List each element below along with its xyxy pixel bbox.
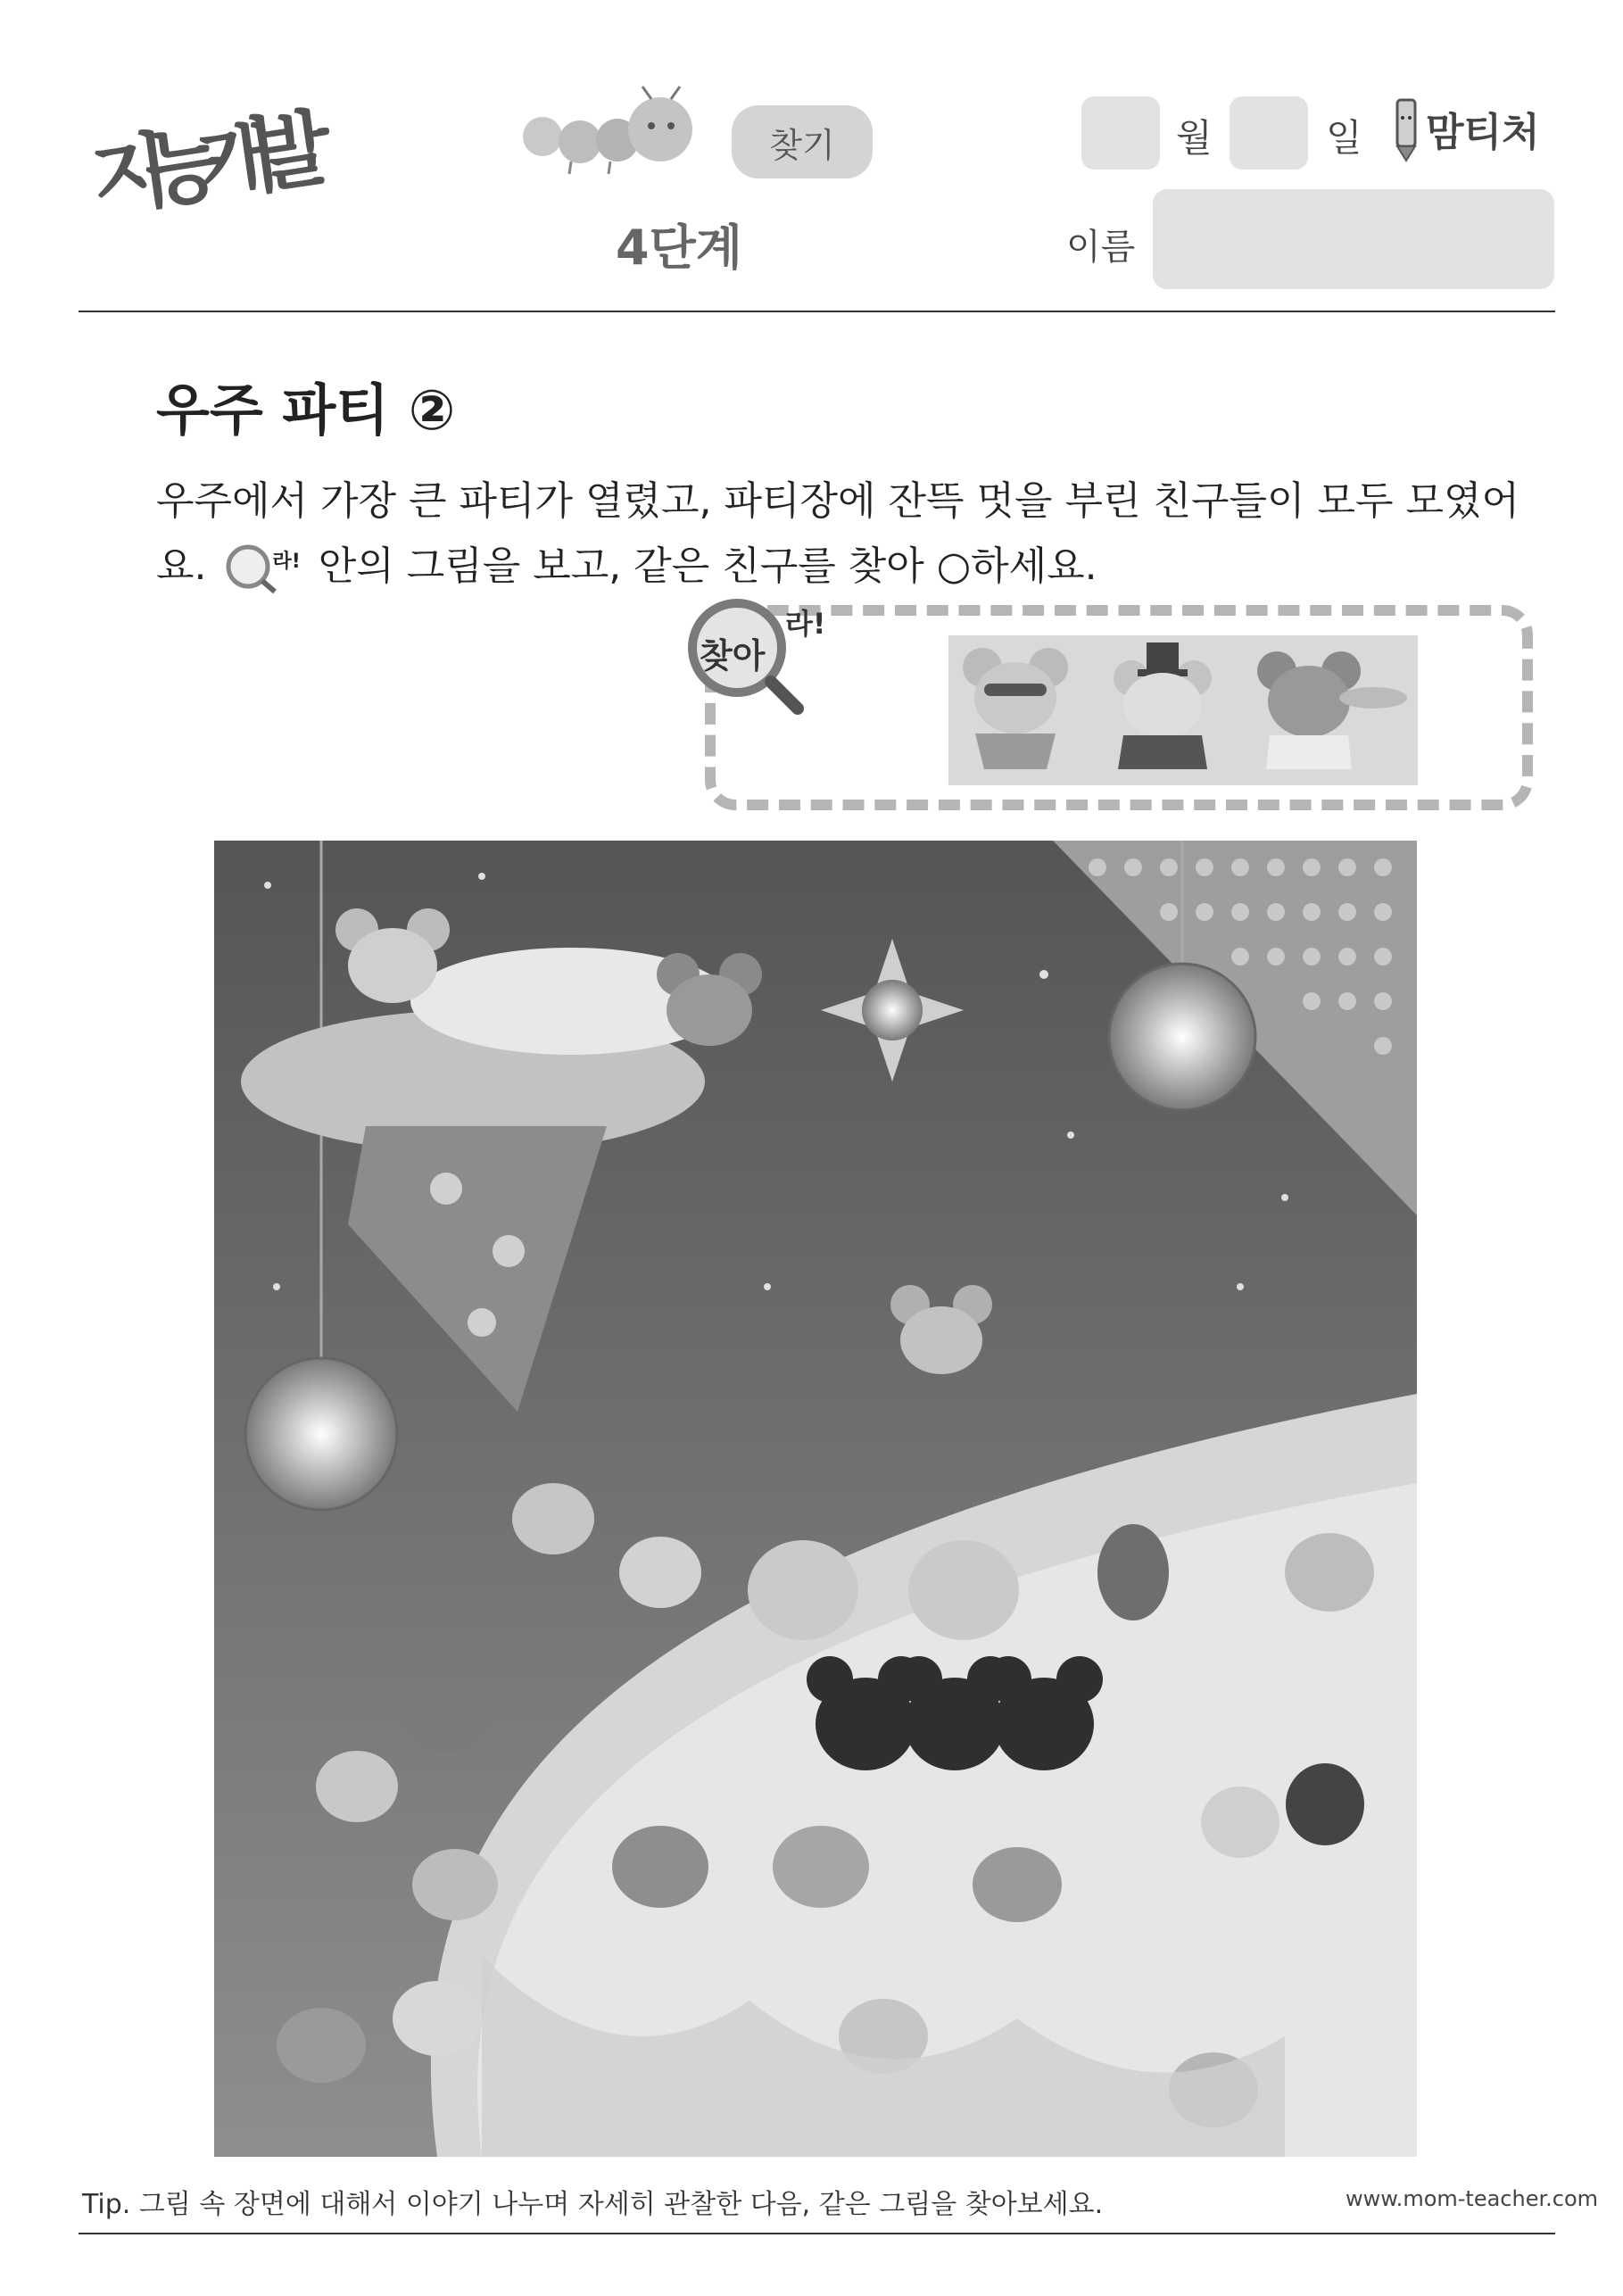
tip-text: Tip. 그림 속 장면에 대해서 이야기 나누며 자세히 관찰한 다음, 같은 그림을 찾아보세요. <box>82 2189 1104 2220</box>
name-field[interactable] <box>1153 189 1554 289</box>
instruction-line-2 <box>156 534 1097 593</box>
pencil-icon <box>1388 93 1424 164</box>
header-divider <box>79 311 1555 312</box>
month-field[interactable] <box>1081 96 1160 170</box>
target-mouse-tophat <box>1114 642 1212 769</box>
target-characters <box>948 635 1418 785</box>
name-label: 이름 <box>1066 227 1136 268</box>
find-badge-syllables: 찾아 <box>700 636 766 676</box>
instruction-line-1: 우주에서 가장 큰 파티가 열렸고, 파티장에 잔뜩 멋을 부린 친구들이 모두 모였어 <box>156 478 1519 524</box>
site-url[interactable]: www.mom-teacher.com <box>1346 2186 1599 2211</box>
find-badge-exclaim: 라! <box>272 550 301 573</box>
instruction-suffix: 안의 그림을 보고, 같은 친구를 찾아 ○하세요. <box>318 543 1097 589</box>
target-mouse-sunglasses <box>963 648 1068 769</box>
day-field[interactable] <box>1230 96 1308 170</box>
instruction-prefix: 요. <box>156 543 207 589</box>
magnifier-icon <box>225 543 278 593</box>
level-label: 4단계 <box>616 220 742 276</box>
party-scene-illustration <box>214 841 1417 2157</box>
logo-text: 지능개발 <box>85 99 338 228</box>
brand-name: 맘티처 <box>1426 110 1540 155</box>
find-badge-inline <box>225 543 301 593</box>
target-mouse-tray <box>1257 651 1407 769</box>
find-badge <box>685 596 826 721</box>
category-badge: 찾기 <box>732 105 873 178</box>
month-label: 월 <box>1176 116 1213 160</box>
caterpillar-icon <box>518 85 723 183</box>
worksheet-title: 우주 파티 ② <box>156 377 456 443</box>
find-badge-exclaim: 라! <box>785 607 826 641</box>
footer-divider <box>79 2233 1555 2234</box>
logo <box>85 85 344 281</box>
day-label: 일 <box>1326 116 1362 160</box>
